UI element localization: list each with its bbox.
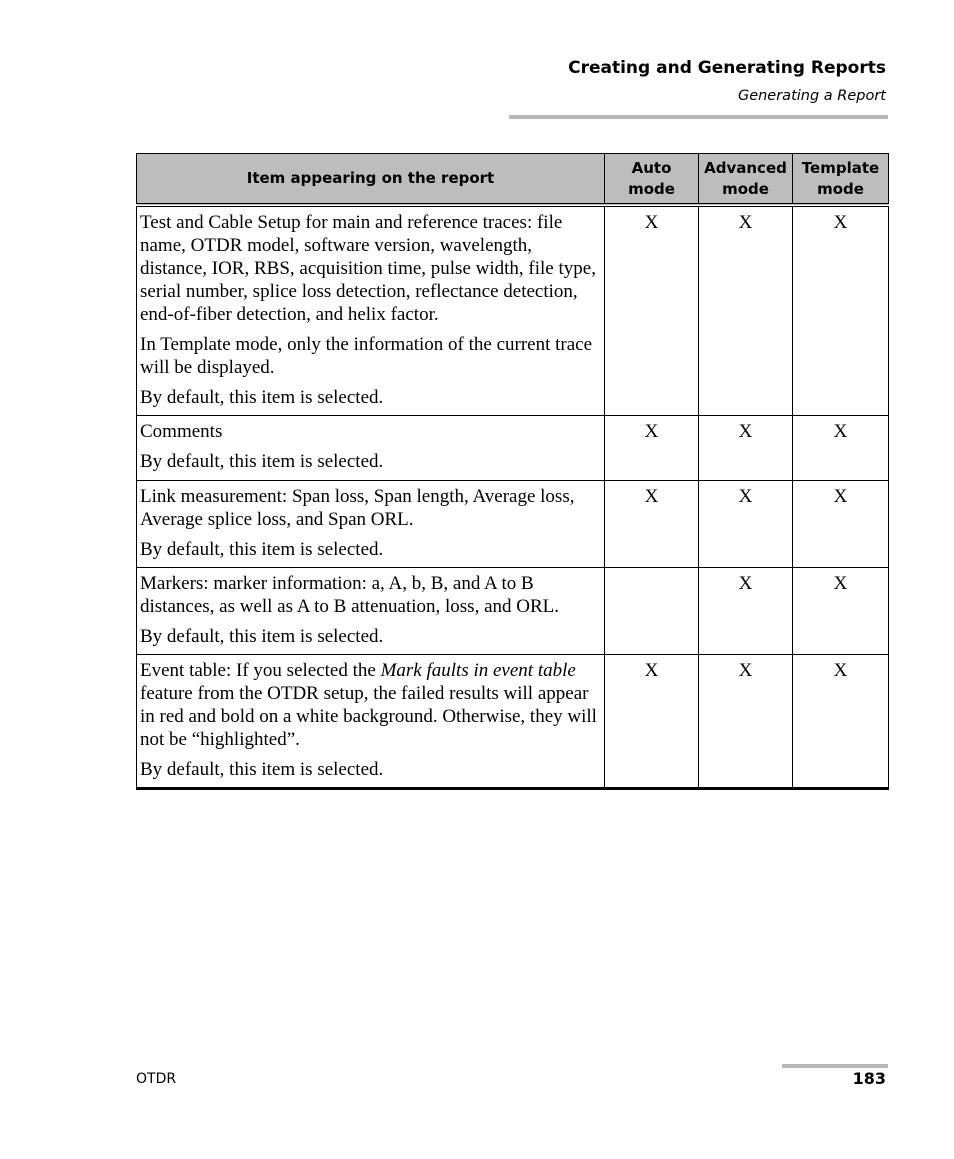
template-mode-cell: X <box>793 205 889 416</box>
auto-mode-cell: X <box>605 481 699 568</box>
item-cell <box>137 481 605 568</box>
auto-mode-cell <box>605 568 699 655</box>
item-cell <box>137 205 605 416</box>
auto-mode-cell: X <box>605 205 699 416</box>
footer-product: OTDR <box>136 1071 177 1087</box>
table-row <box>137 568 889 655</box>
table-row <box>137 481 889 568</box>
section-subtitle: Generating a Report <box>737 88 886 104</box>
table-row <box>137 205 889 416</box>
item-cell <box>137 655 605 789</box>
table-row <box>137 655 889 789</box>
item-default-note: By default, this item is selected. <box>140 626 384 647</box>
auto-mode-cell: X <box>605 655 699 789</box>
col-header-item: Item appearing on the report <box>137 154 605 206</box>
item-text: Comments <box>140 421 223 442</box>
item-note: In Template mode, only the information of the current trace will be displayed. <box>140 334 593 378</box>
auto-mode-cell: X <box>605 416 699 481</box>
advanced-mode-cell: X <box>699 205 793 416</box>
section-title: Creating and Generating Reports <box>568 58 886 78</box>
item-text: Event table: If you selected the Mark faults in event table feature from the OTDR setup, the failed results will appear in red and bold on a white background. Otherwise, they will not be “highlighted”. <box>140 660 597 750</box>
table-row <box>137 416 889 481</box>
advanced-mode-cell: X <box>699 416 793 481</box>
header-rule <box>509 115 888 119</box>
feature-name: Mark faults in event table <box>380 660 576 681</box>
report-items-table <box>136 153 889 790</box>
template-mode-cell: X <box>793 416 889 481</box>
footer-rule <box>782 1064 888 1068</box>
item-text: Test and Cable Setup for main and reference traces: file name, OTDR model, software version, wavelength, distance, IOR, RBS, acquisition time, pulse width, file type, serial number, splice loss detection, reflectance detection, end-of-fiber detection, and helix factor. <box>140 212 596 325</box>
template-mode-cell: X <box>793 655 889 789</box>
item-text: Markers: marker information: a, A, b, B, and A to B distances, as well as A to B attenuation, loss, and ORL. <box>140 573 560 617</box>
item-default-note: By default, this item is selected. <box>140 759 384 780</box>
item-cell <box>137 416 605 481</box>
template-mode-cell: X <box>793 481 889 568</box>
item-default-note: By default, this item is selected. <box>140 451 384 472</box>
col-header-advanced: Advanced mode <box>699 154 793 206</box>
item-default-note: By default, this item is selected. <box>140 539 384 560</box>
table-header-row <box>137 154 889 206</box>
advanced-mode-cell: X <box>699 568 793 655</box>
page-number: 183 <box>852 1069 886 1088</box>
item-text: Link measurement: Span loss, Span length, Average loss, Average splice loss, and Span ORL. <box>140 486 575 530</box>
template-mode-cell: X <box>793 568 889 655</box>
col-header-auto: Auto mode <box>605 154 699 206</box>
item-default-note: By default, this item is selected. <box>140 387 384 408</box>
item-cell <box>137 568 605 655</box>
col-header-template: Template mode <box>793 154 889 206</box>
advanced-mode-cell: X <box>699 655 793 789</box>
advanced-mode-cell: X <box>699 481 793 568</box>
